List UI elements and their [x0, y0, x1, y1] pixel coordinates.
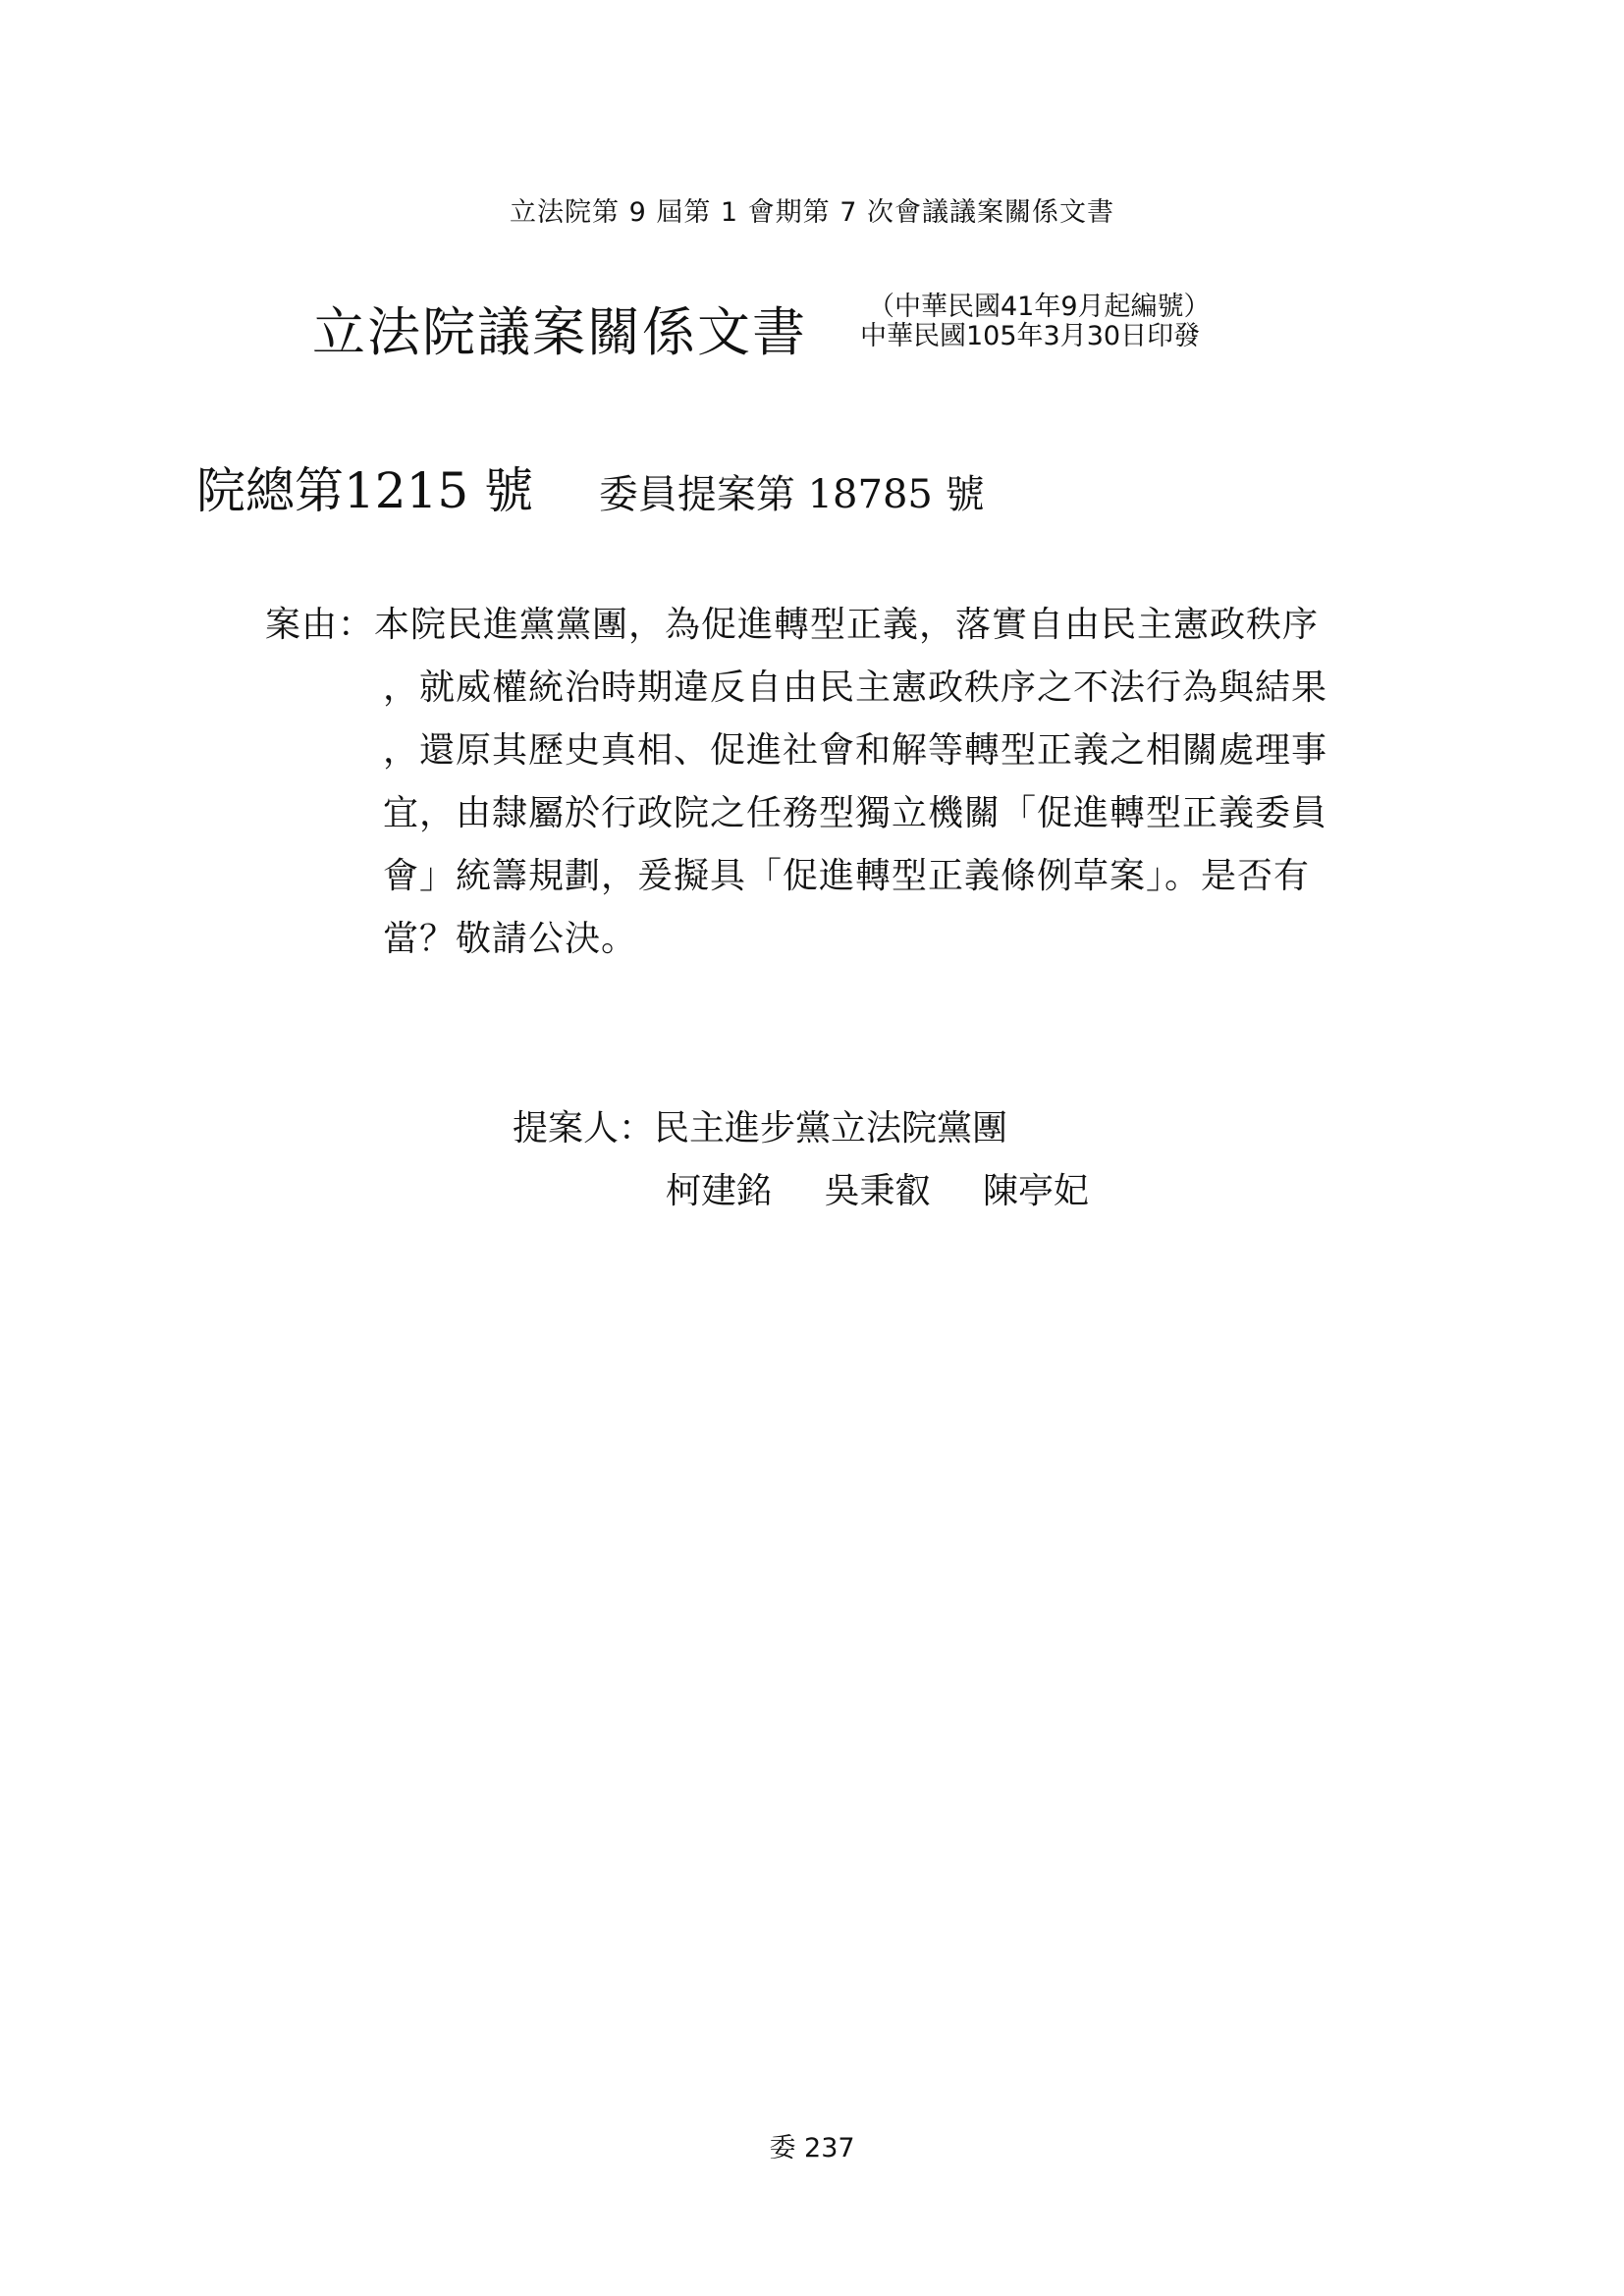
document-number: [196, 452, 985, 522]
proposal-number: 18785: [807, 472, 933, 517]
running-header: 立法院第 9 屆第 1 會期第 7 次會議議案關係文書: [509, 197, 1115, 228]
page-footer: 委 237: [769, 2133, 855, 2163]
general-number: 1215: [344, 462, 469, 519]
case-line: 案由：本院民進黨黨團，為促進轉型正義，落實自由民主憲政秩序: [265, 605, 1320, 645]
document-title: 立法院議案關係文書: [312, 301, 807, 363]
proposer-block: [513, 1097, 1130, 1223]
print-date: 中華民國105年3月30日印發: [860, 321, 1201, 351]
case-line: 當？敬請公決。: [383, 919, 638, 959]
case-line: ，就威權統治時期違反自由民主憲政秩序之不法行為與結果: [383, 667, 1328, 708]
general-number-prefix: 院總第: [196, 462, 344, 519]
proposer-label: 提案人：民主進步黨立法院黨團: [513, 1108, 1008, 1148]
case-line: ，還原其歷史真相、促進社會和解等轉型正義之相關處理事: [383, 730, 1328, 771]
case-line: 宜，由隸屬於行政院之任務型獨立機關「促進轉型正義委員: [383, 793, 1328, 833]
issue-note: [860, 293, 1211, 351]
case-line: 會」統籌規劃，爰擬具「促進轉型正義條例草案」。是否有: [383, 856, 1311, 896]
proposer-name: 柯建銘: [666, 1171, 773, 1211]
proposer-names: [513, 1160, 1130, 1223]
proposer-name: 陳亭妃: [982, 1171, 1089, 1211]
case-summary: [265, 594, 1443, 971]
proposer-name: 吳秉叡: [824, 1171, 931, 1211]
numbering-note: （中華民國41年9月起編號）: [868, 292, 1211, 322]
proposal-number-suffix: 號: [945, 472, 985, 517]
general-number-suffix: 號: [484, 462, 534, 519]
proposal-number-prefix: 委員提案第: [598, 472, 795, 517]
